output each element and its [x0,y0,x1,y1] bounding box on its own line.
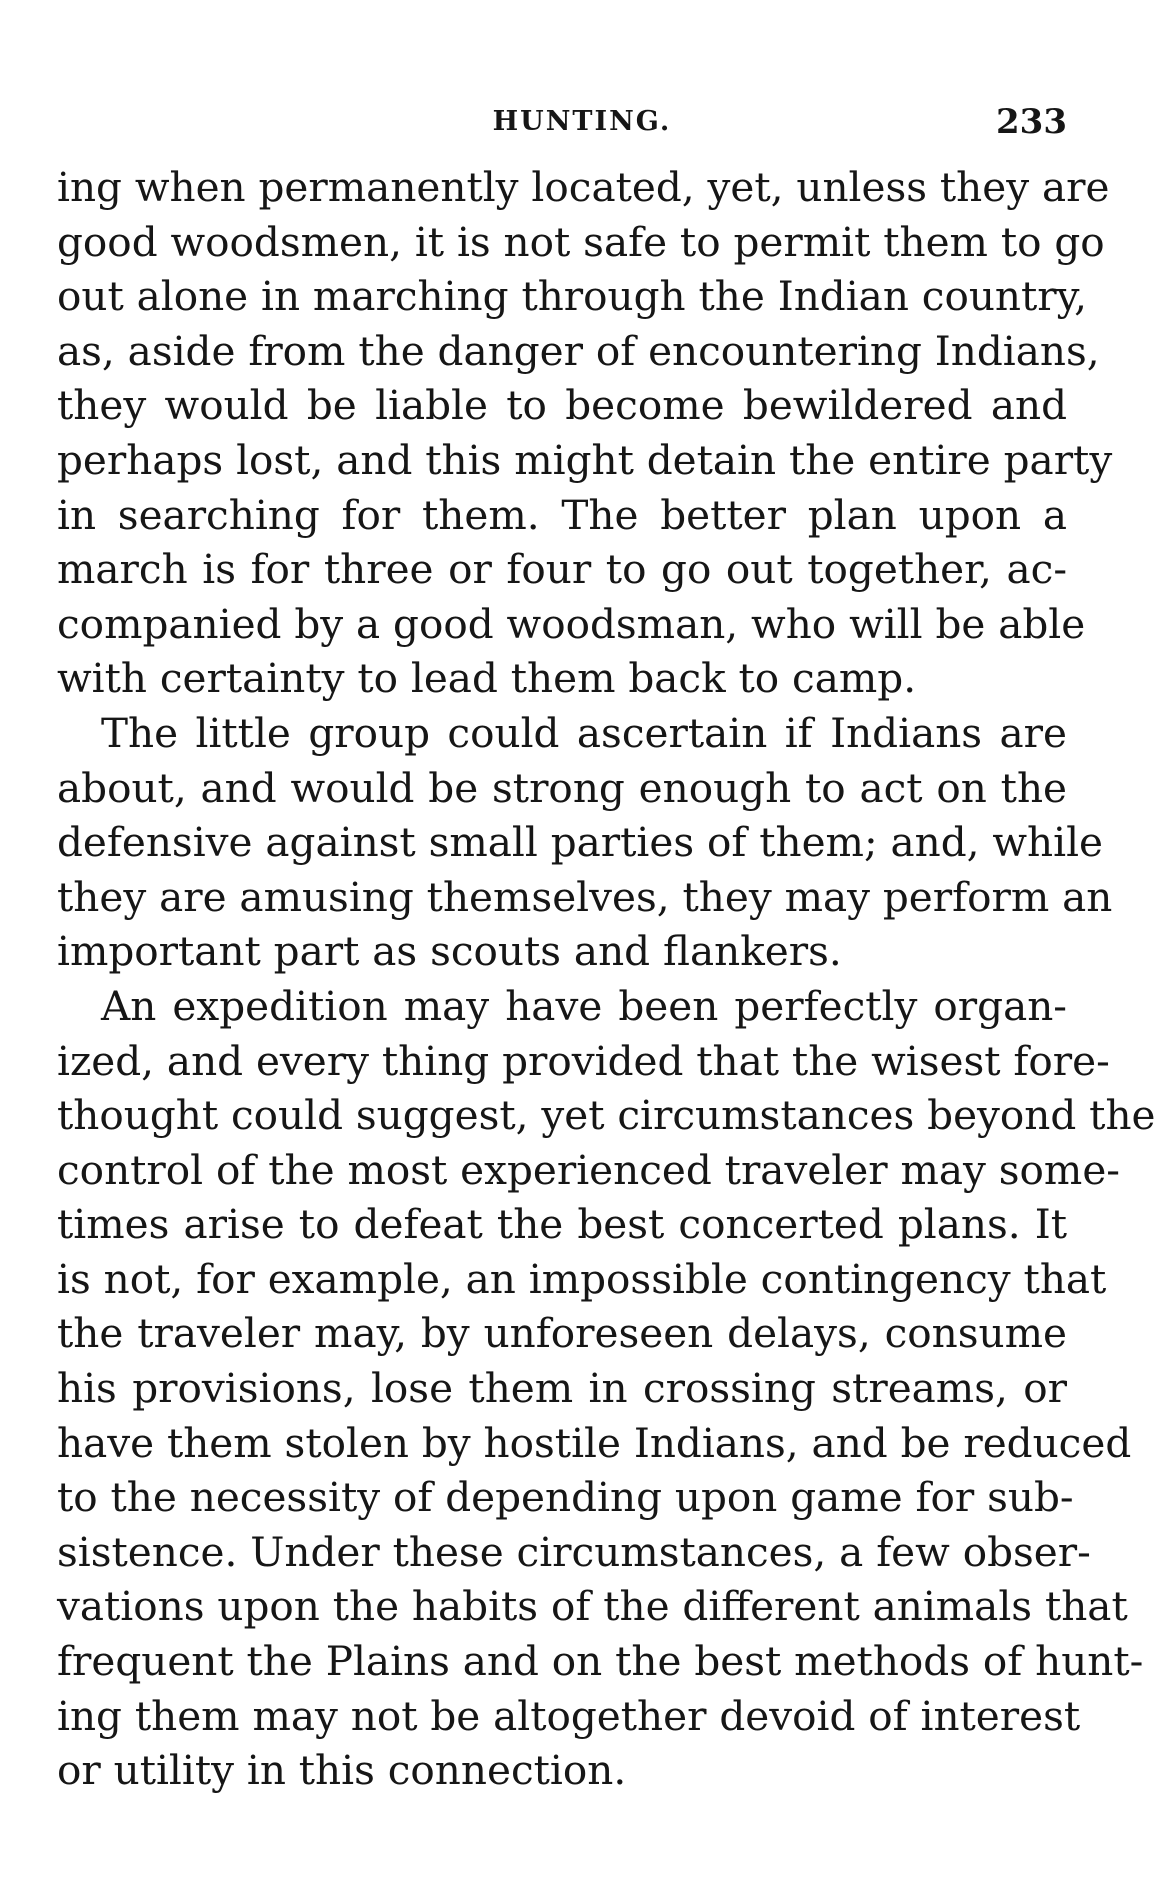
text-line: as, aside from the danger of encountering Indians, [57,326,1100,375]
text-line: thought could suggest, yet circumstances beyond the [57,1091,1156,1140]
text-line: his provisions, lose them in crossing streams, or [57,1364,1067,1413]
book-page [57,100,1156,1798]
text-line: ized, and every thing provided that the wisest fore- [57,1036,1110,1085]
text-line: control of the most experienced traveler may some- [57,1145,1120,1194]
text-line: ing when permanently located, yet, unless they are [57,163,1110,211]
text-line: march is for three or four to go out together, ac- [57,545,1067,594]
page-number: 233 [996,102,1067,142]
text-line: ing them may not be altogether devoid of interest [57,1691,1081,1740]
running-head [57,100,1067,160]
text-line: frequent the Plains and on the best methods of hunt- [57,1637,1144,1686]
text-line: to the necessity of depending upon game for sub- [57,1473,1074,1522]
text-line: important part as scouts and flankers. [57,927,842,976]
text-line: defensive against small parties of them; and, while [57,818,1103,867]
text-line: sistence. Under these circumstances, a few obser- [57,1527,1091,1576]
text-line: they would be liable to become bewildered and [57,381,1067,430]
paragraph-1 [57,160,1113,706]
paragraph-3 [57,979,1156,1798]
text-line: about, and would be strong enough to act on the [57,763,1067,812]
text-line: The little group could ascertain if Indians are [101,708,1067,757]
text-line: is not, for example, an impossible contingency that [57,1254,1107,1303]
text-line: perhaps lost, and this might detain the entire party [57,435,1113,484]
running-title: HUNTING. [492,106,672,137]
text-line: companied by a good woodsman, who will be able [57,599,1086,648]
text-line: good woodsmen, it is not safe to permit them to go [57,217,1105,266]
text-line: or utility in this connection. [57,1746,627,1795]
text-line: An expedition may have been perfectly organ- [101,981,1067,1030]
text-line: times arise to defeat the best concerted plans. It [57,1200,1067,1249]
text-line: vations upon the habits of the different animals that [57,1582,1128,1631]
text-line: they are amusing themselves, they may perform an [57,872,1113,921]
text-line: have them stolen by hostile Indians, and be reduced [57,1418,1132,1467]
text-line: out alone in marching through the Indian country, [57,272,1088,321]
text-line: with certainty to lead them back to camp. [57,654,917,703]
text-line: in searching for them. The better plan upon a [57,490,1067,539]
text-line: the traveler may, by unforeseen delays, consume [57,1309,1067,1358]
paragraph-2 [57,706,1113,979]
